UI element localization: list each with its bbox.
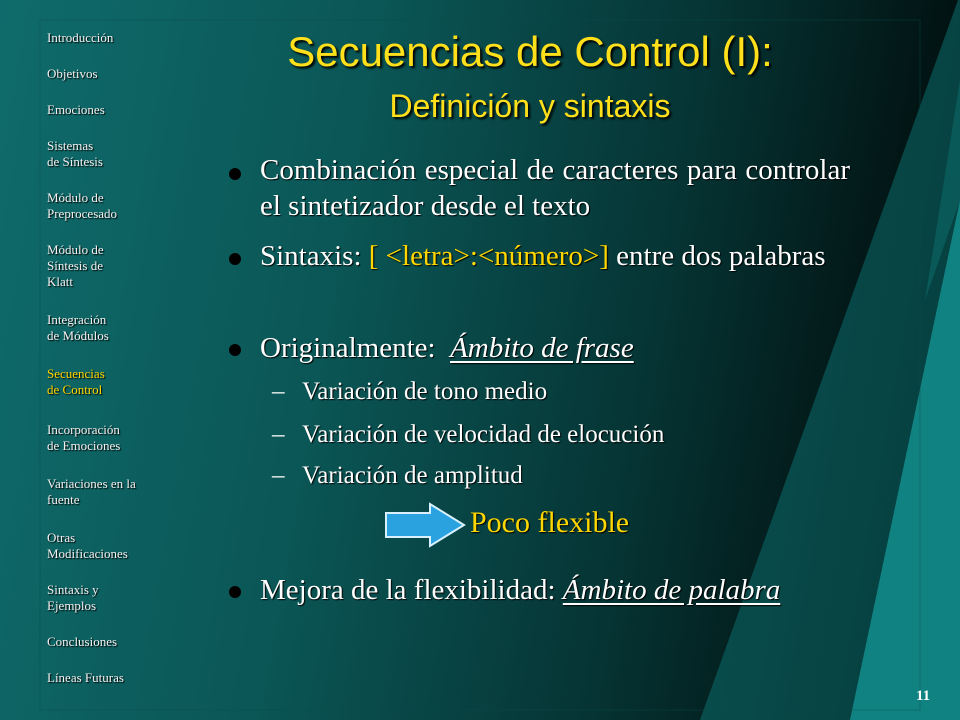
bullet-dot	[229, 586, 241, 598]
nav-item-modulo-preprocesado[interactable]: Módulo de Preprocesado	[47, 190, 118, 221]
sub-bullet-1: Variación de tono medio	[302, 378, 548, 405]
bullet-1-text: Combinación especial de caracteres para controlar el sintetizador desde el texto	[260, 154, 850, 222]
sub-bullet-2: Variación de velocidad de elocución	[302, 421, 665, 448]
page-number: 11	[916, 688, 931, 704]
nav-item-integracion-modulos[interactable]: Integración de Módulos	[47, 312, 109, 343]
nav-item-otras-modificaciones[interactable]: Otras Modificaciones	[47, 530, 128, 561]
nav-item-modulo-klatt[interactable]: Módulo de Síntesis de Klatt	[47, 242, 104, 289]
nav-item-sistemas-de-sintesis[interactable]: Sistemas de Síntesis	[47, 138, 103, 169]
bullet-3-prefix: Originalmente:	[260, 332, 451, 364]
nav-item-objetivos[interactable]: Objetivos	[47, 66, 98, 81]
sub-bullet-dash: –	[272, 421, 285, 448]
right-arrow-icon	[384, 502, 466, 548]
bullet-dot	[229, 253, 241, 265]
bullet-4-prefix: Mejora de la flexibilidad:	[260, 574, 563, 606]
nav-item-incorporacion-emociones[interactable]: Incorporación de Emociones	[47, 422, 121, 453]
poco-flexible-text: Poco flexible	[470, 506, 630, 539]
nav-item-sintaxis-ejemplos[interactable]: Sintaxis y Ejemplos	[47, 582, 99, 613]
nav-item-conclusiones[interactable]: Conclusiones	[47, 634, 118, 649]
syntax-highlight: [ <letra>:<número>]	[368, 240, 609, 272]
sub-bullet-3: Variación de amplitud	[302, 462, 523, 489]
nav-item-secuencias-control[interactable]: Secuencias de Control	[47, 366, 105, 397]
slide-subtitle: Definición y sintaxis	[389, 88, 671, 124]
slide-title: Secuencias de Control (I):	[287, 28, 773, 75]
bullet-dot	[229, 344, 241, 356]
ambito-palabra-emphasis: Ámbito de palabra	[562, 574, 781, 606]
ambito-frase-emphasis: Ámbito de frase	[450, 332, 634, 364]
nav-item-emociones[interactable]: Emociones	[47, 102, 105, 117]
nav-item-lineas-futuras[interactable]: Líneas Futuras	[47, 670, 124, 685]
nav-item-introduccion[interactable]: Introducción	[47, 30, 114, 45]
sub-bullet-dash: –	[272, 462, 285, 489]
bullet-2-prefix: Sintaxis:	[260, 240, 369, 272]
bullet-3-text	[260, 330, 850, 366]
bullet-2-suffix: entre dos palabras	[608, 240, 826, 272]
nav-item-variaciones-fuente[interactable]: Variaciones en la fuente	[47, 476, 136, 507]
bullet-2-text	[260, 238, 850, 274]
bullet-4-text	[260, 572, 940, 608]
bullet-dot	[229, 168, 241, 180]
sub-bullet-dash: –	[272, 378, 285, 405]
